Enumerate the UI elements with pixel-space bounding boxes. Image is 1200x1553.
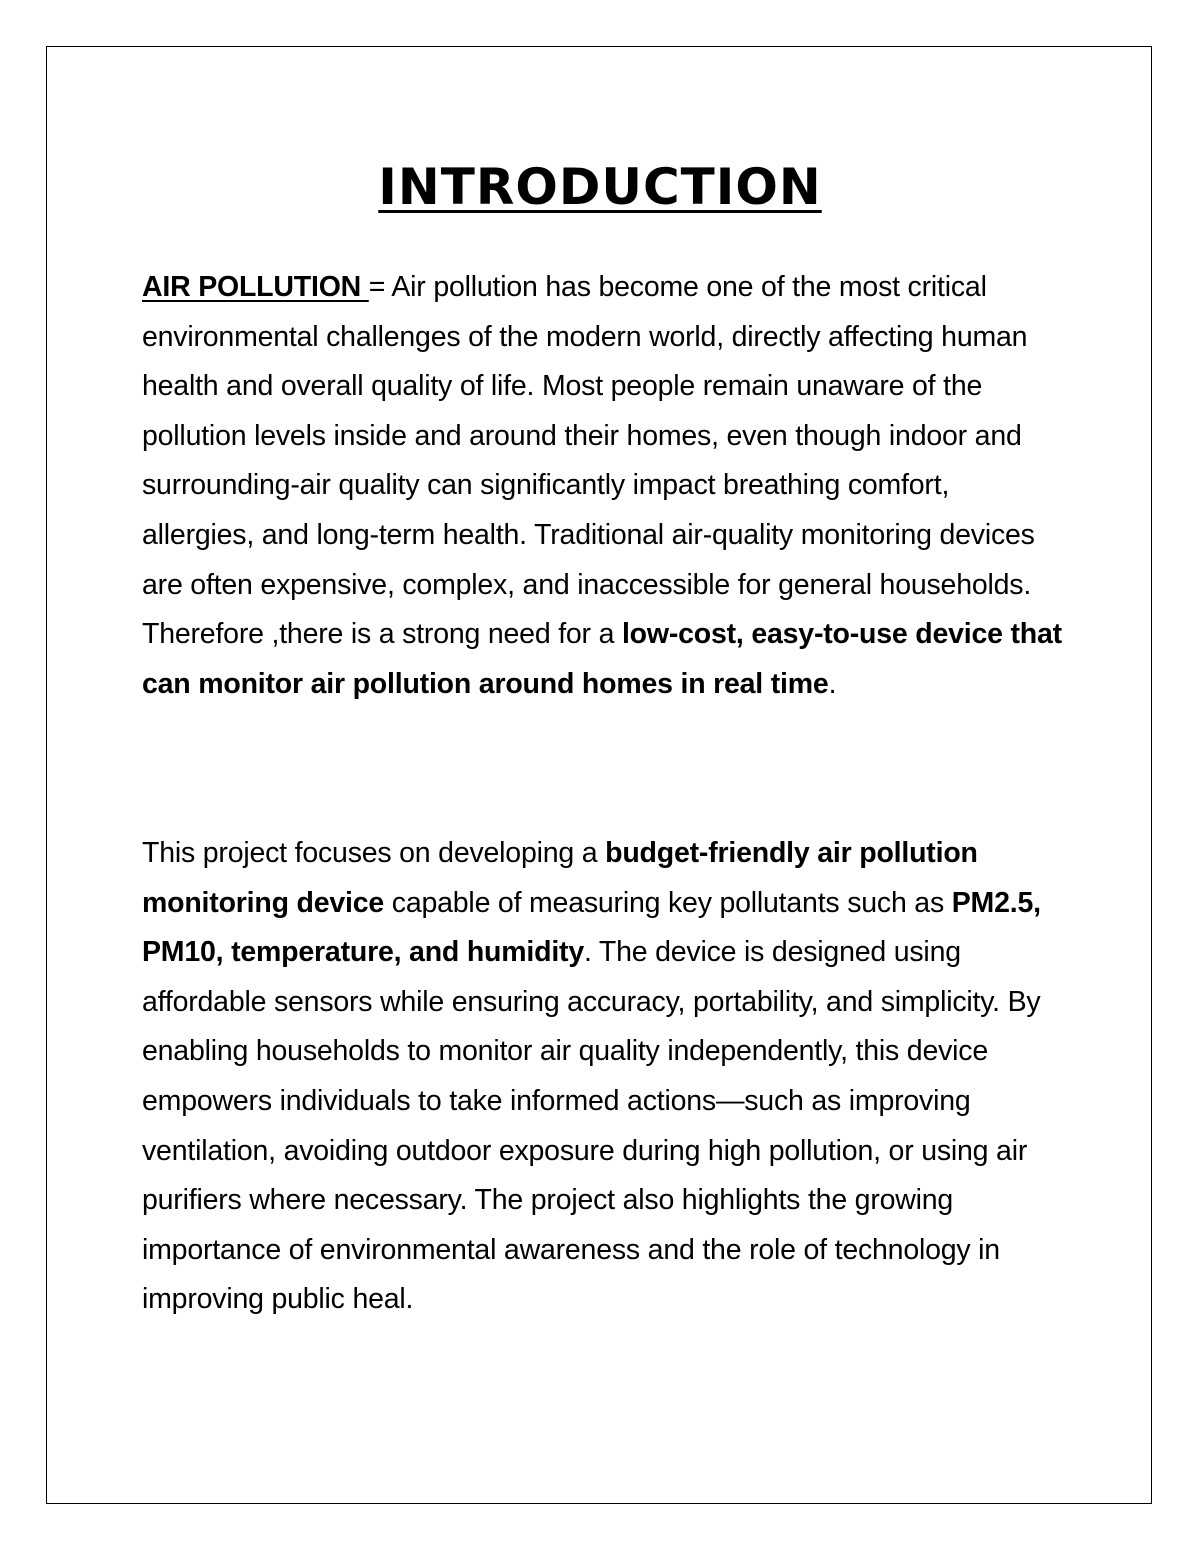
paragraph-1-bold-1: low-cost, easy-to-use device that can monitor air pollution around homes in real time [142, 618, 1062, 700]
paragraph-2-text-1: This project focuses on developing a [142, 837, 606, 869]
paragraph-2-text-3: . The device is designed using affordable sensors while ensuring accuracy, portability, and simplicity. By enabling households to monitor air quality independently, this device empowers individuals to take informed actions—such as improving ventilation, avoiding outdoor exposure during high pollution, or using air purifiers where necessary. The project also highlights the growing importance of environmental awareness and the role of technology in improving public heal. [142, 936, 1041, 1316]
paragraph-2-bold-2: PM2.5, PM10, temperature, and humidity [142, 886, 1041, 969]
paragraph-1-text-1: = Air pollution has become one of the most critical environmental challenges of the modern world, directly affecting human health and overall quality of life. Most people remain unaware of the pollution levels inside and around their homes, even though indoor and surrounding-air quality can significantly impact breathing comfort, allergies, and long-term health. Traditional air-quality monitoring devices are often expensive, complex, and inaccessible for general households. Therefore ,there is a strong need for a [142, 271, 1035, 651]
air-pollution-heading: AIR POLLUTION [142, 271, 369, 303]
page-title-text: INTRODUCTION [378, 158, 822, 216]
paragraph-2-text-2: capable of measuring key pollutants such as [384, 886, 952, 919]
page-title [0, 152, 1200, 222]
paragraph-air-pollution [142, 263, 1067, 709]
paragraph-1-text-2: . [828, 667, 837, 700]
paragraph-project [142, 829, 1067, 1325]
paragraph-2-bold-1: budget-friendly air pollution monitoring device [142, 837, 978, 919]
